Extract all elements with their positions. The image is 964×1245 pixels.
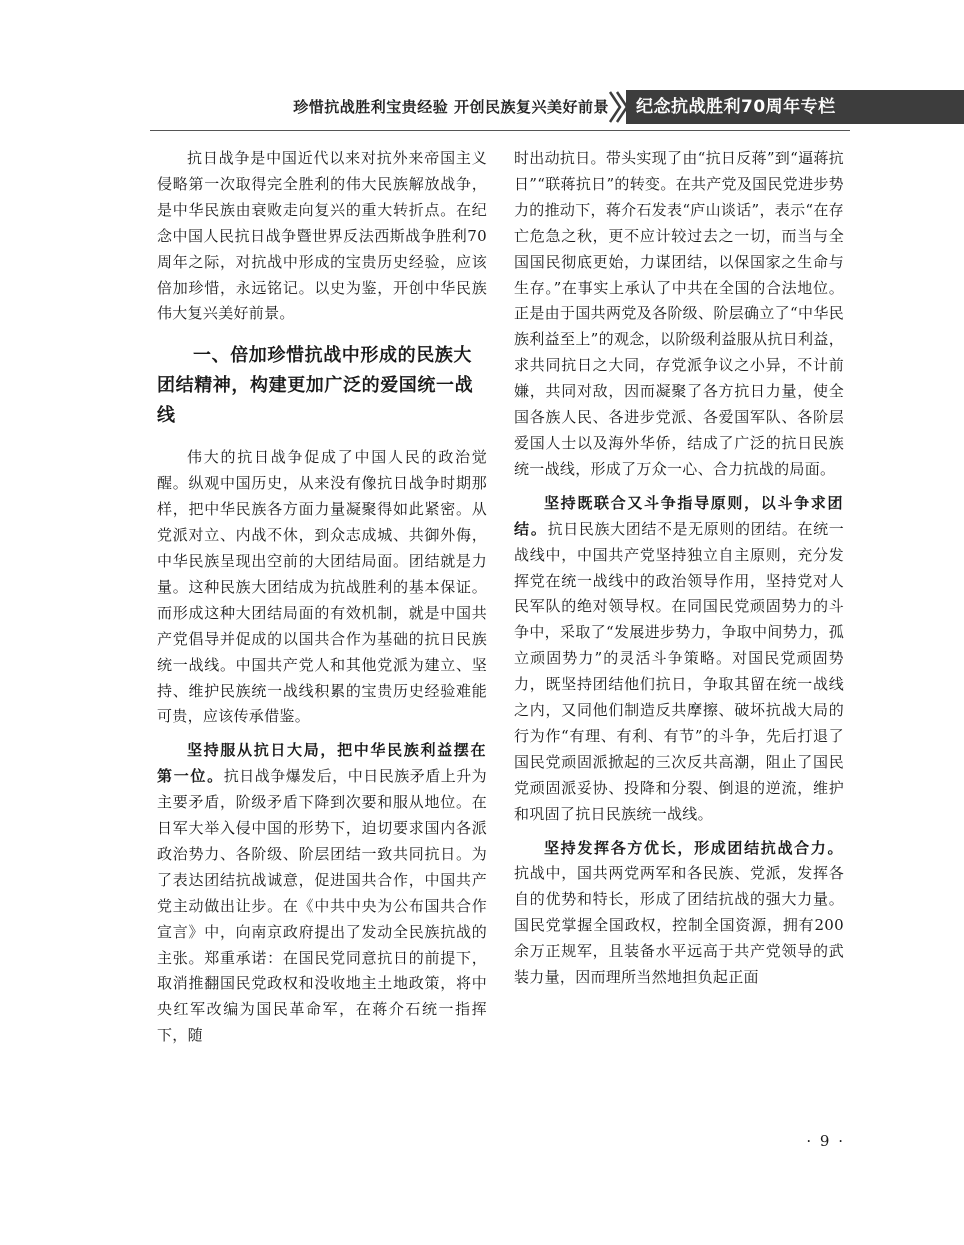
paragraph-body: 抗日战争爆发后，中日民族矛盾上升为主要矛盾，阶级矛盾下降到次要和服从地位。在日军大举入侵中国的形势下，迫切要求国内各派政治势力、各阶级、阶层团结一致共同抗日。为了表达团结抗战诚意，促进国共合作，中国共产党主动做出让步。在《中共中央为公布国共合作宣言》中，向南京政府提出了发动全民族抗战的主张。郑重承诺：在国民党同意抗日的前提下，取消推翻国民党政权和没收地主土地政策，将中央红军改编为国民革命军，在蒋介石统一指挥下，随	[157, 767, 487, 1045]
paragraph-body: 抗战中，国共两党两军和各民族、党派，发挥各自的优势和特长，形成了团结抗战的强大力量。国民党掌握全国政权，控制全国资源，拥有200余万正规军，且装备水平远高于共产党领导的武装力量，因而理所当然地担负起正面	[514, 864, 844, 987]
paragraph-lead: 坚持既联合又斗争指导原则，以斗争求团结。	[514, 493, 844, 538]
paragraph-lead: 坚持发挥各方优长，形成团结抗战合力。	[544, 838, 844, 857]
intro-paragraph: 抗日战争是中国近代以来对抗外来帝国主义侵略第一次取得完全胜利的伟大民族解放战争，是中华民族由衰败走向复兴的重大转折点。在纪念中国人民抗日战争暨世界反法西斯战争胜利70周年之际，对抗战中形成的宝贵历史经验，应该倍加珍惜，永远铭记。以史为鉴，开创中华民族伟大复兴美好前景。	[157, 149, 487, 323]
paragraph-lead: 坚持服从抗日大局，把中华民族利益摆在第一位。	[157, 741, 487, 786]
page-header	[0, 84, 964, 128]
body-paragraph	[157, 738, 487, 1049]
paragraph-body: 抗日民族大团结不是无原则的团结。在统一战线中，中国共产党坚持独立自主原则，充分发挥党在统一战线中的政治领导作用，坚持党对人民军队的绝对领导权。在同国民党顽固势力的斗争中，采取了“发展进步势力，争取中间势力，孤立顽固势力”的灵活斗争策略。对国民党顽固势力，既坚持团结他们抗日，争取其留在统一战线之内，又同他们制造反共摩擦、破坏抗战大局的行为作“有理、有利、有节”的斗争，先后打退了国民党顽固派掀起的三次反共高潮，阻止了国民党顽固派妥协、投降和分裂、倒退的逆流，维护和巩固了抗日民族统一战线。	[514, 519, 844, 823]
section-heading: 一、倍加珍惜抗战中形成的民族大团结精神，构建更加广泛的爱国统一战线	[157, 345, 474, 427]
page-number: · 9 ·	[806, 1132, 845, 1150]
body-paragraph	[514, 836, 844, 991]
header-article-title: 珍惜抗战胜利宝贵经验 开创民族复兴美好前景	[293, 98, 609, 116]
body-paragraph: 伟大的抗日战争促成了中国人民的政治觉醒。纵观中国历史，从来没有像抗日战争时期那样，把中华民族各方面力量凝聚得如此紧密。从党派对立、内战不休，到众志成城、共御外侮，中华民族呈现出空前的大团结局面。团结就是力量。这种民族大团结成为抗战胜利的基本保证。而形成这种大团结局面的有效机制，就是中国共产党倡导并促成的以国共合作为基础的抗日民族统一战线。中国共产党人和其他党派为建立、坚持、维护民族统一战线积累的宝贵历史经验难能可贵，应该传承借鉴。	[157, 448, 487, 726]
header-column-banner: 纪念抗战胜利70周年专栏	[626, 90, 964, 124]
right-column	[514, 146, 844, 999]
left-column	[157, 146, 487, 1057]
header-rule	[150, 130, 850, 131]
continued-paragraph: 时出动抗日。带头实现了由“抗日反蒋”到“逼蒋抗日”“联蒋抗日”的转变。在共产党及国民党进步势力的推动下，蒋介石发表“庐山谈话”，表示“在存亡危急之秋，更不应计较过去之一切，而当与全国国民彻底更始，力谋团结，以保国家之生命与生存。”在事实上承认了中共在全国的合法地位。正是由于国共两党及各阶级、阶层确立了“中华民族利益至上”的观念，以阶级利益服从抗日利益，求共同抗日之大同，存党派争议之小异，不计前嫌，共同对敌，因而凝聚了各方抗日力量，使全国各族人民、各进步党派、各爱国军队、各阶层爱国人士以及海外华侨，结成了广泛的抗日民族统一战线，形成了万众一心、合力抗战的局面。	[514, 149, 844, 478]
body-paragraph	[514, 491, 844, 828]
